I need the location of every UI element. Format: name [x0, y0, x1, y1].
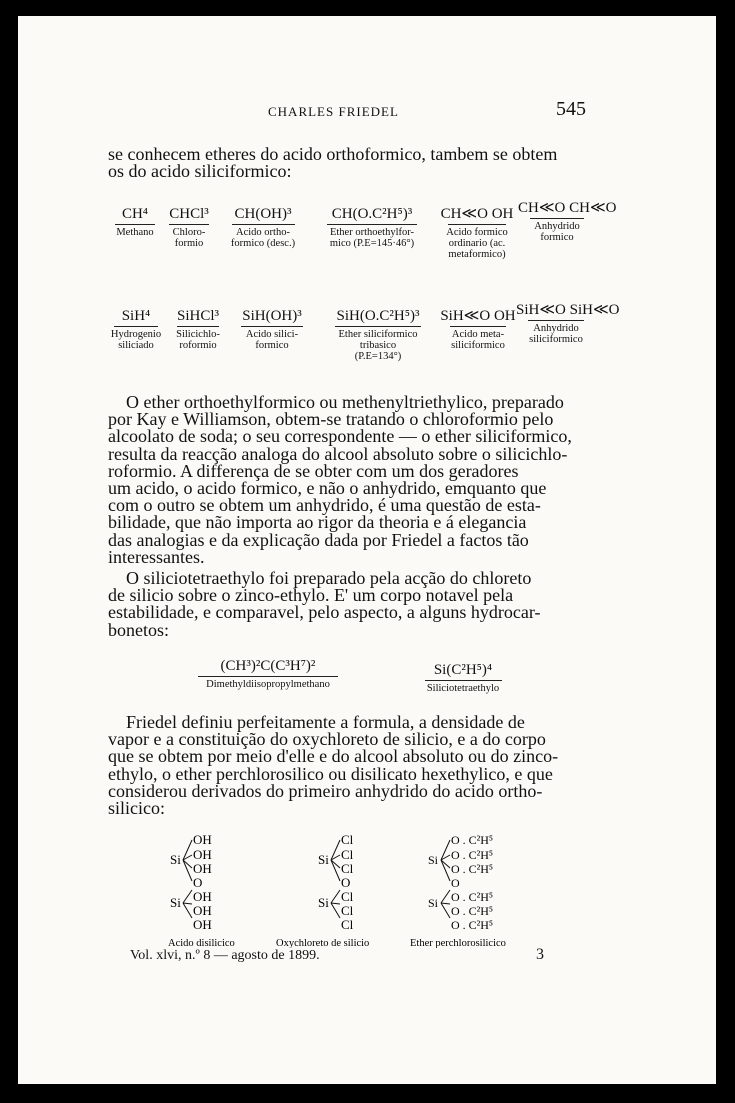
chlorine-label: Cl — [341, 917, 354, 932]
caption-oxychloreto: Oxychloreto de silicio — [276, 938, 370, 948]
oxygen-label: O — [341, 875, 351, 890]
caption-ether-perchlorosilicico: Ether perchlorosilicico — [410, 938, 506, 948]
hydroxyl-label: OH — [193, 917, 212, 932]
formula-hydrogenio-siliciado: SiH⁴ Hydrogenio siliciado — [110, 308, 162, 351]
formula-dimethyldiisopropylmethano: (CH³)²C(C³H⁷)² Dimethyldiisopropylmethano — [168, 658, 368, 690]
text-line: de silicio sobre o zinco-ethylo. E' um corpo notavel pela — [108, 585, 514, 606]
hydroxyl-label: OH — [193, 832, 212, 847]
text-line: O ether orthoethylformico ou methenyltriethylico, preparado — [126, 392, 564, 412]
caption-acido-disilicico: Acido disilicico — [168, 938, 235, 948]
scanned-page — [18, 16, 716, 1084]
structural-formulas — [148, 824, 548, 948]
formula-silicichloroformio: SiHCl³ Silicichlo- roformio — [176, 308, 220, 351]
ethoxy-label: O . C²H⁵ — [451, 833, 494, 847]
text-line: um acido, o acido formico, e não o anhydrido, emquanto que — [108, 478, 547, 499]
chlorine-label: Cl — [341, 889, 354, 904]
text-line: Friedel definiu perfeitamente a formula, a densidade de — [126, 712, 525, 732]
formula-anhydrido-formico: CH≪O CH≪O Anhydrido formico — [518, 200, 617, 243]
chlorine-label: Cl — [341, 861, 354, 876]
formula-chloroformio: CHCl³ Chloro- formio — [169, 206, 209, 249]
text-line: estabilidade, e comparavel, pelo aspecto, a alguns hydrocar- — [108, 602, 541, 623]
chlorine-label: Cl — [341, 847, 354, 862]
hydroxyl-label: OH — [193, 889, 212, 904]
formula-siliciotetraethylo: Si(C²H⁵)⁴ Siliciotetraethylo — [408, 662, 518, 694]
text-line: interessantes. — [108, 546, 205, 567]
hydroxyl-label: OH — [193, 861, 212, 876]
text-line: resulta da reacção analoga do alcool absoluto sobre o silicichlo- — [108, 443, 568, 464]
si-atom-label: Si — [170, 852, 181, 867]
text-line: ethylo, o ether perchlorosilico ou disilicato hexethylico, e que — [108, 763, 553, 784]
formula-acido-orthoformico: CH(OH)³ Acido ortho- formico (desc.) — [230, 206, 296, 249]
text-line: roformio. A differença de se obter com um dos geradores — [108, 460, 519, 481]
running-title: CHARLES FRIEDEL — [268, 104, 399, 119]
text-line: considerou derivados do primeiro anhydrido do acido ortho- — [108, 780, 543, 801]
text-line: bilidade, que não importa ao rigor da theoria e á elegancia — [108, 512, 527, 533]
text-line: das analogias e da explicação dada por Friedel a factos tão — [108, 529, 529, 550]
text-line: silicico: — [108, 798, 165, 819]
text-line: por Kay e Williamson, obtem-se tratando o chloroformio pelo — [108, 409, 554, 430]
ethoxy-label: O . C²H⁵ — [451, 862, 494, 876]
text-line: se conhecem etheres do acido orthoformico, tambem se obtem — [108, 144, 558, 164]
acido-disilicico-structure — [170, 832, 212, 932]
signature-mark: 3 — [536, 946, 544, 963]
si-atom-label: Si — [428, 896, 439, 910]
ethoxy-label: O . C²H⁵ — [451, 918, 494, 932]
si-atom-label: Si — [318, 852, 329, 867]
formula-acido-siliciformico: SiH(OH)³ Acido silici- formico — [242, 308, 302, 351]
formula-ether-orthoethylformico: CH(O.C²H⁵)³ Ether orthoethylfor- mico (P.E=145·46°) — [308, 206, 436, 249]
chlorine-label: Cl — [341, 903, 354, 918]
chlorine-label: Cl — [341, 832, 354, 847]
footer-volume: Vol. xlvi, n.º 8 — agosto de 1899. — [130, 948, 320, 963]
ether-perchlorosilicico-structure — [428, 833, 493, 932]
text-line: O siliciotetraethylo foi preparado pela acção do chloreto — [126, 568, 532, 588]
text-line: alcoolato de soda; o seu correspondente — o ether siliciformico, — [108, 426, 572, 447]
formula-acido-metasiliciformico: SiH≪O OH Acido meta- siliciformico — [440, 308, 516, 351]
ethoxy-label: O . C²H⁵ — [451, 904, 494, 918]
formula-acido-formico: CH≪O OH Acido formico ordinario (ac. metaformico) — [440, 206, 514, 260]
text-line: os do acido siliciformico: — [108, 161, 292, 182]
oxygen-label: O — [451, 876, 460, 890]
paragraph-oxychloreto — [108, 714, 620, 817]
oxygen-label: O — [193, 875, 203, 890]
si-atom-label: Si — [318, 895, 329, 910]
hydroxyl-label: OH — [193, 903, 212, 918]
paragraph-orthoethylformico — [108, 394, 620, 566]
formula-methano: CH⁴ Methano — [116, 206, 154, 238]
paragraph-siliciotetraethylo — [108, 570, 620, 639]
formula-anhydrido-siliciformico: SiH≪O SiH≪O Anhydrido siliciformico — [516, 302, 620, 345]
ethoxy-label: O . C²H⁵ — [451, 848, 494, 862]
formula-ether-siliciformico: SiH(O.C²H⁵)³ Ether siliciformico tribasico (P.E=134°) — [336, 308, 420, 362]
text-line: bonetos: — [108, 619, 169, 640]
si-atom-label: Si — [428, 853, 439, 867]
hydroxyl-label: OH — [193, 847, 212, 862]
text-line: que se obtem por meio d'elle e do alcool absoluto ou do zinco- — [108, 746, 559, 767]
text-line: vapor e a constituição do oxychloreto de silicio, e a do corpo — [108, 729, 546, 750]
text-line: com o outro se obtem um anhydrido, é uma questão de esta- — [108, 495, 541, 516]
ethoxy-label: O . C²H⁵ — [451, 890, 494, 904]
oxychloreto-structure — [318, 832, 354, 932]
si-atom-label: Si — [170, 895, 181, 910]
page-number: 545 — [556, 98, 586, 120]
intro-paragraph — [108, 146, 618, 180]
